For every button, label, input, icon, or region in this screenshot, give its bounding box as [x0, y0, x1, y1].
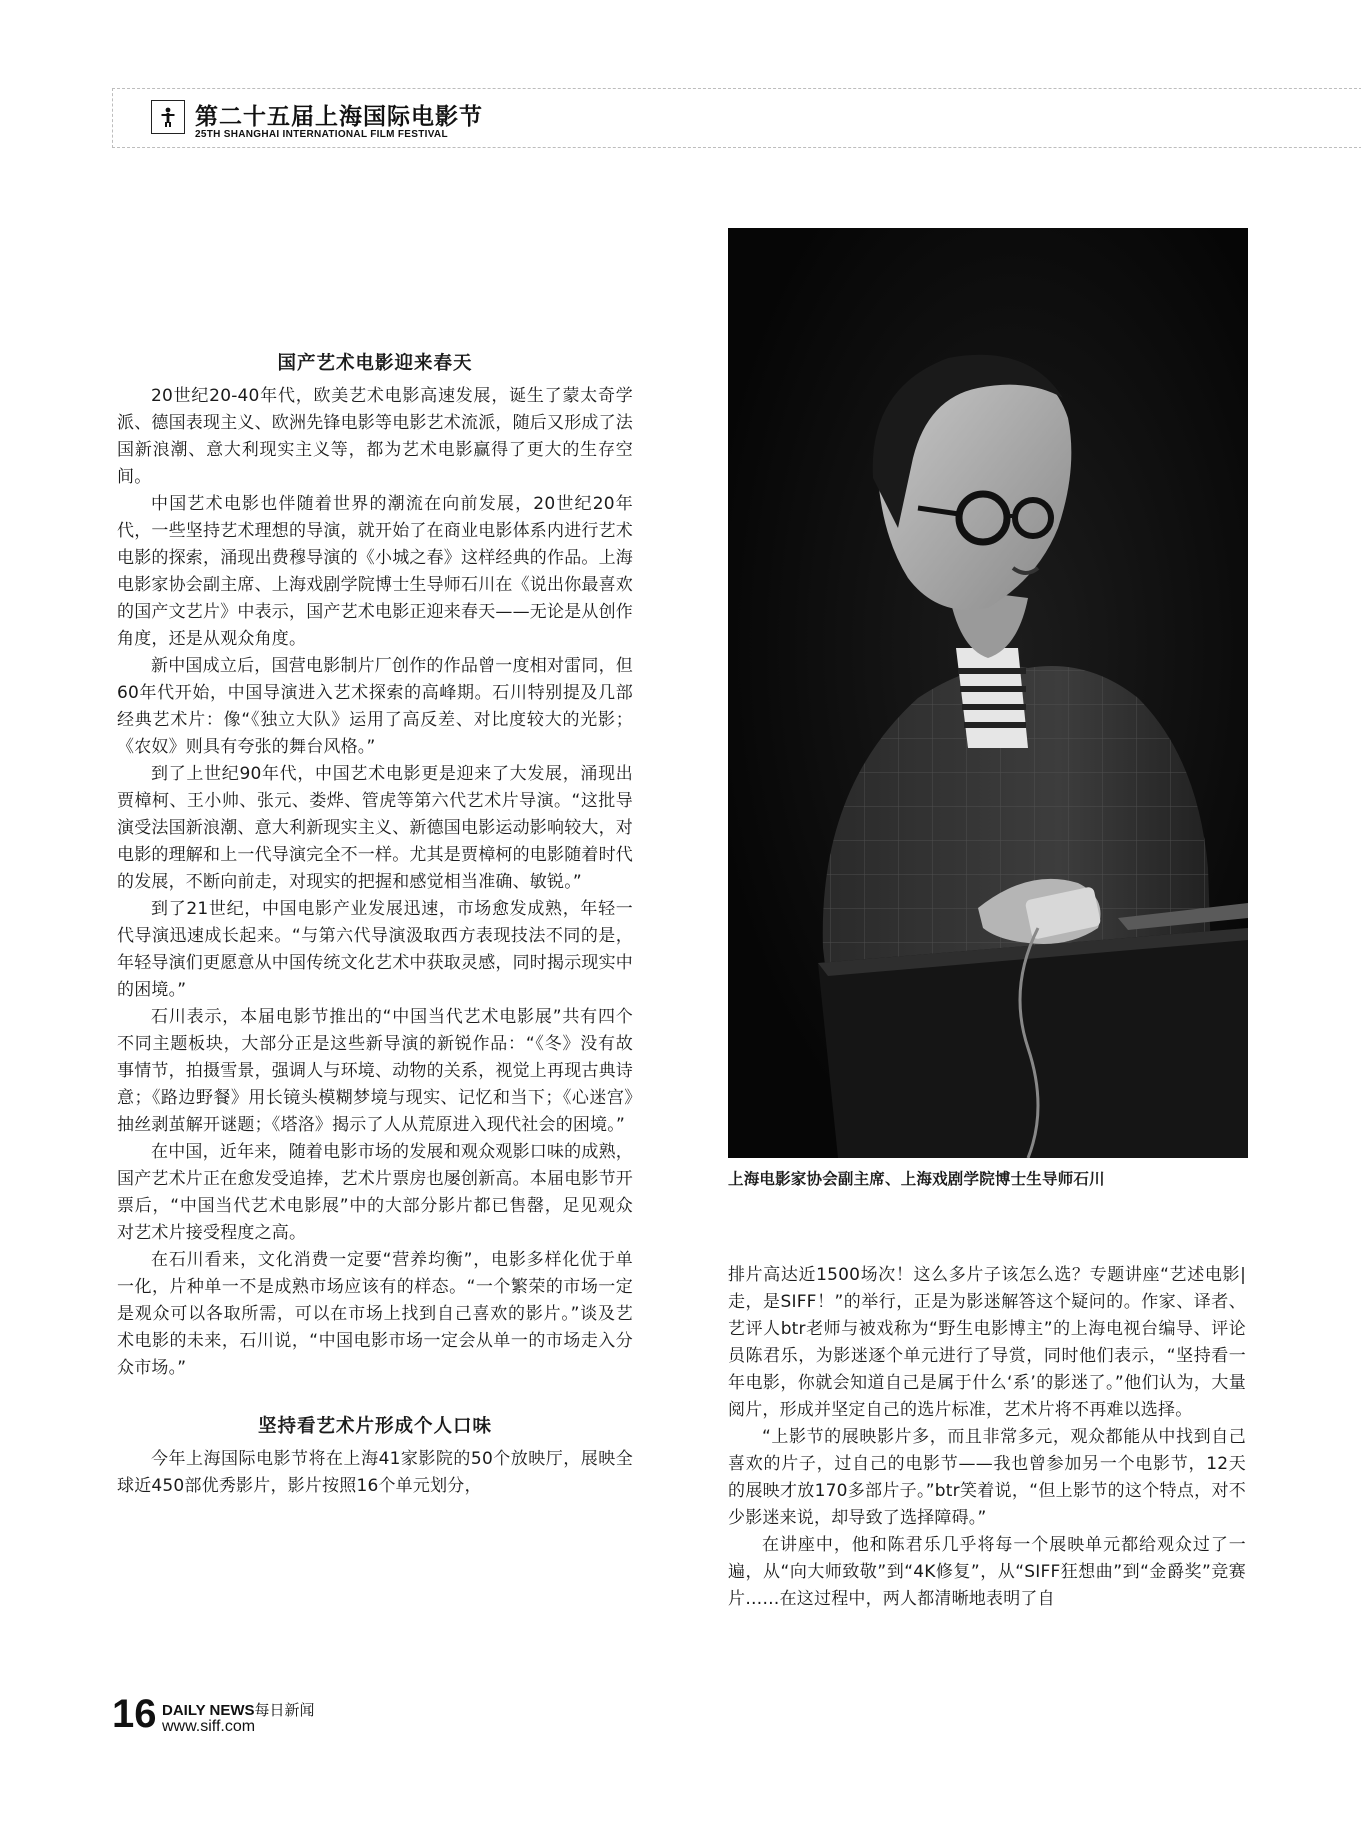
article-paragraph: 在讲座中，他和陈君乐几乎将每一个展映单元都给观众过了一遍，从“向大师致敬”到“4K修复”，从“SIFF狂想曲”到“金爵奖”竞赛片……在这过程中，两人都清晰地表明了自 — [728, 1535, 1246, 1609]
daily-news-label — [162, 1699, 315, 1720]
article-paragraph: 新中国成立后，国营电影制片厂创作的作品曾一度相对雷同，但60年代开始，中国导演进入艺术探索的高峰期。石川特别提及几部经典艺术片：像“《独立大队》运用了高反差、对比度较大的光影；《农奴》则具有夸张的舞台风格。” — [117, 656, 633, 757]
speaker-photo — [728, 228, 1248, 1158]
article-paragraph: 到了上世纪90年代，中国艺术电影更是迎来了大发展，涌现出贾樟柯、王小帅、张元、娄烨、管虎等第六代艺术片导演。“这批导演受法国新浪潮、意大利新现实主义、新德国电影运动影响较大，对电影的理解和上一代导演完全不一样。尤其是贾樟柯的电影随着时代的发展，不断向前走，对现实的把握和感觉相当准确、敏锐。” — [117, 764, 633, 892]
masthead — [112, 88, 1361, 148]
siff-logo-icon — [151, 100, 185, 134]
article-paragraph: 石川表示，本届电影节推出的“中国当代艺术电影展”共有四个不同主题板块，大部分正是这些新导演的新锐作品：“《冬》没有故事情节，拍摄雪景，强调人与环境、动物的关系，视觉上再现古典诗意；《路边野餐》用长镜头模糊梦境与现实、记忆和当下；《心迷宫》抽丝剥茧解开谜题；《塔洛》揭示了人从荒原进入现代社会的困境。” — [117, 1007, 633, 1135]
article-paragraph: 中国艺术电影也伴随着世界的潮流在向前发展，20世纪20年代，一些坚持艺术理想的导演，就开始了在商业电影体系内进行艺术电影的探索，涌现出费穆导演的《小城之春》这样经典的作品。上海电影家协会副主席、上海戏剧学院博士生导师石川在《说出你最喜欢的国产文艺片》中表示，国产艺术电影正迎来春天——无论是从创作角度，还是从观众角度。 — [117, 494, 633, 649]
right-column — [728, 1262, 1246, 1613]
article-paragraph: 到了21世纪，中国电影产业发展迅速，市场愈发成熟，年轻一代导演迅速成长起来。“与第六代导演汲取西方表现技法不同的是，年轻导演们更愿意从中国传统文化艺术中获取灵感，同时揭示现实中的困境。” — [117, 899, 633, 1000]
site-url: www.siff.com — [162, 1718, 256, 1735]
article-paragraph: 在石川看来，文化消费一定要“营养均衡”，电影多样化优于单一化，片种单一不是成熟市场应该有的样态。“一个繁荣的市场一定是观众可以各取所需，可以在市场上找到自己喜欢的影片。”谈及艺术电影的未来，石川说，“中国电影市场一定会从单一的市场走入分众市场。” — [117, 1250, 633, 1378]
photo-caption: 上海电影家协会副主席、上海戏剧学院博士生导师石川 — [728, 1170, 1105, 1188]
article-paragraph: 今年上海国际电影节将在上海41家影院的50个放映厅，展映全球近450部优秀影片，影片按照16个单元划分， — [117, 1449, 633, 1496]
festival-title-en: 25TH SHANGHAI INTERNATIONAL FILM FESTIVAL — [195, 129, 448, 140]
section-title-personal-taste: 坚持看艺术片形成个人口味 — [257, 1416, 492, 1437]
festival-title-cn: 第二十五届上海国际电影节 — [195, 103, 483, 130]
page-number: 16 — [112, 1692, 157, 1736]
section-title-spring: 国产艺术电影迎来春天 — [277, 353, 473, 374]
left-column — [117, 345, 633, 1500]
article-paragraph: “上影节的展映影片多，而且非常多元，观众都能从中找到自己喜欢的片子，过自己的电影节——我也曾参加另一个电影节，12天的展映才放170多部片子。”btr笑着说，“但上影节的这个特点，对不少影迷来说，却导致了选择障碍。” — [728, 1427, 1246, 1528]
article-paragraph: 20世纪20-40年代，欧美艺术电影高速发展，诞生了蒙太奇学派、德国表现主义、欧洲先锋电影等电影艺术流派，随后又形成了法国新浪潮、意大利现实主义等，都为艺术电影赢得了更大的生存空间。 — [117, 386, 633, 487]
article-paragraph: 在中国，近年来，随着电影市场的发展和观众观影口味的成熟，国产艺术片正在愈发受追捧，艺术片票房也屡创新高。本届电影节开票后，“中国当代艺术电影展”中的大部分影片都已售罄，足见观众对艺术片接受程度之高。 — [117, 1142, 633, 1243]
daily-news-en: DAILY NEWS — [162, 1702, 255, 1719]
daily-news-cn: 每日新闻 — [254, 1702, 315, 1719]
article-paragraph: 排片高达近1500场次！这么多片子该怎么选？专题讲座“艺述电影|走，是SIFF！”的举行，正是为影迷解答这个疑问的。作家、译者、艺评人btr老师与被戏称为“野生电影博主”的上海电视台编导、评论员陈君乐，为影迷逐个单元进行了导赏，同时他们表示，“坚持看一年电影，你就会知道自己是属于什么‘系’的影迷了。”他们认为，大量阅片，形成并坚定自己的选片标准，艺术片将不再难以选择。 — [728, 1265, 1246, 1420]
